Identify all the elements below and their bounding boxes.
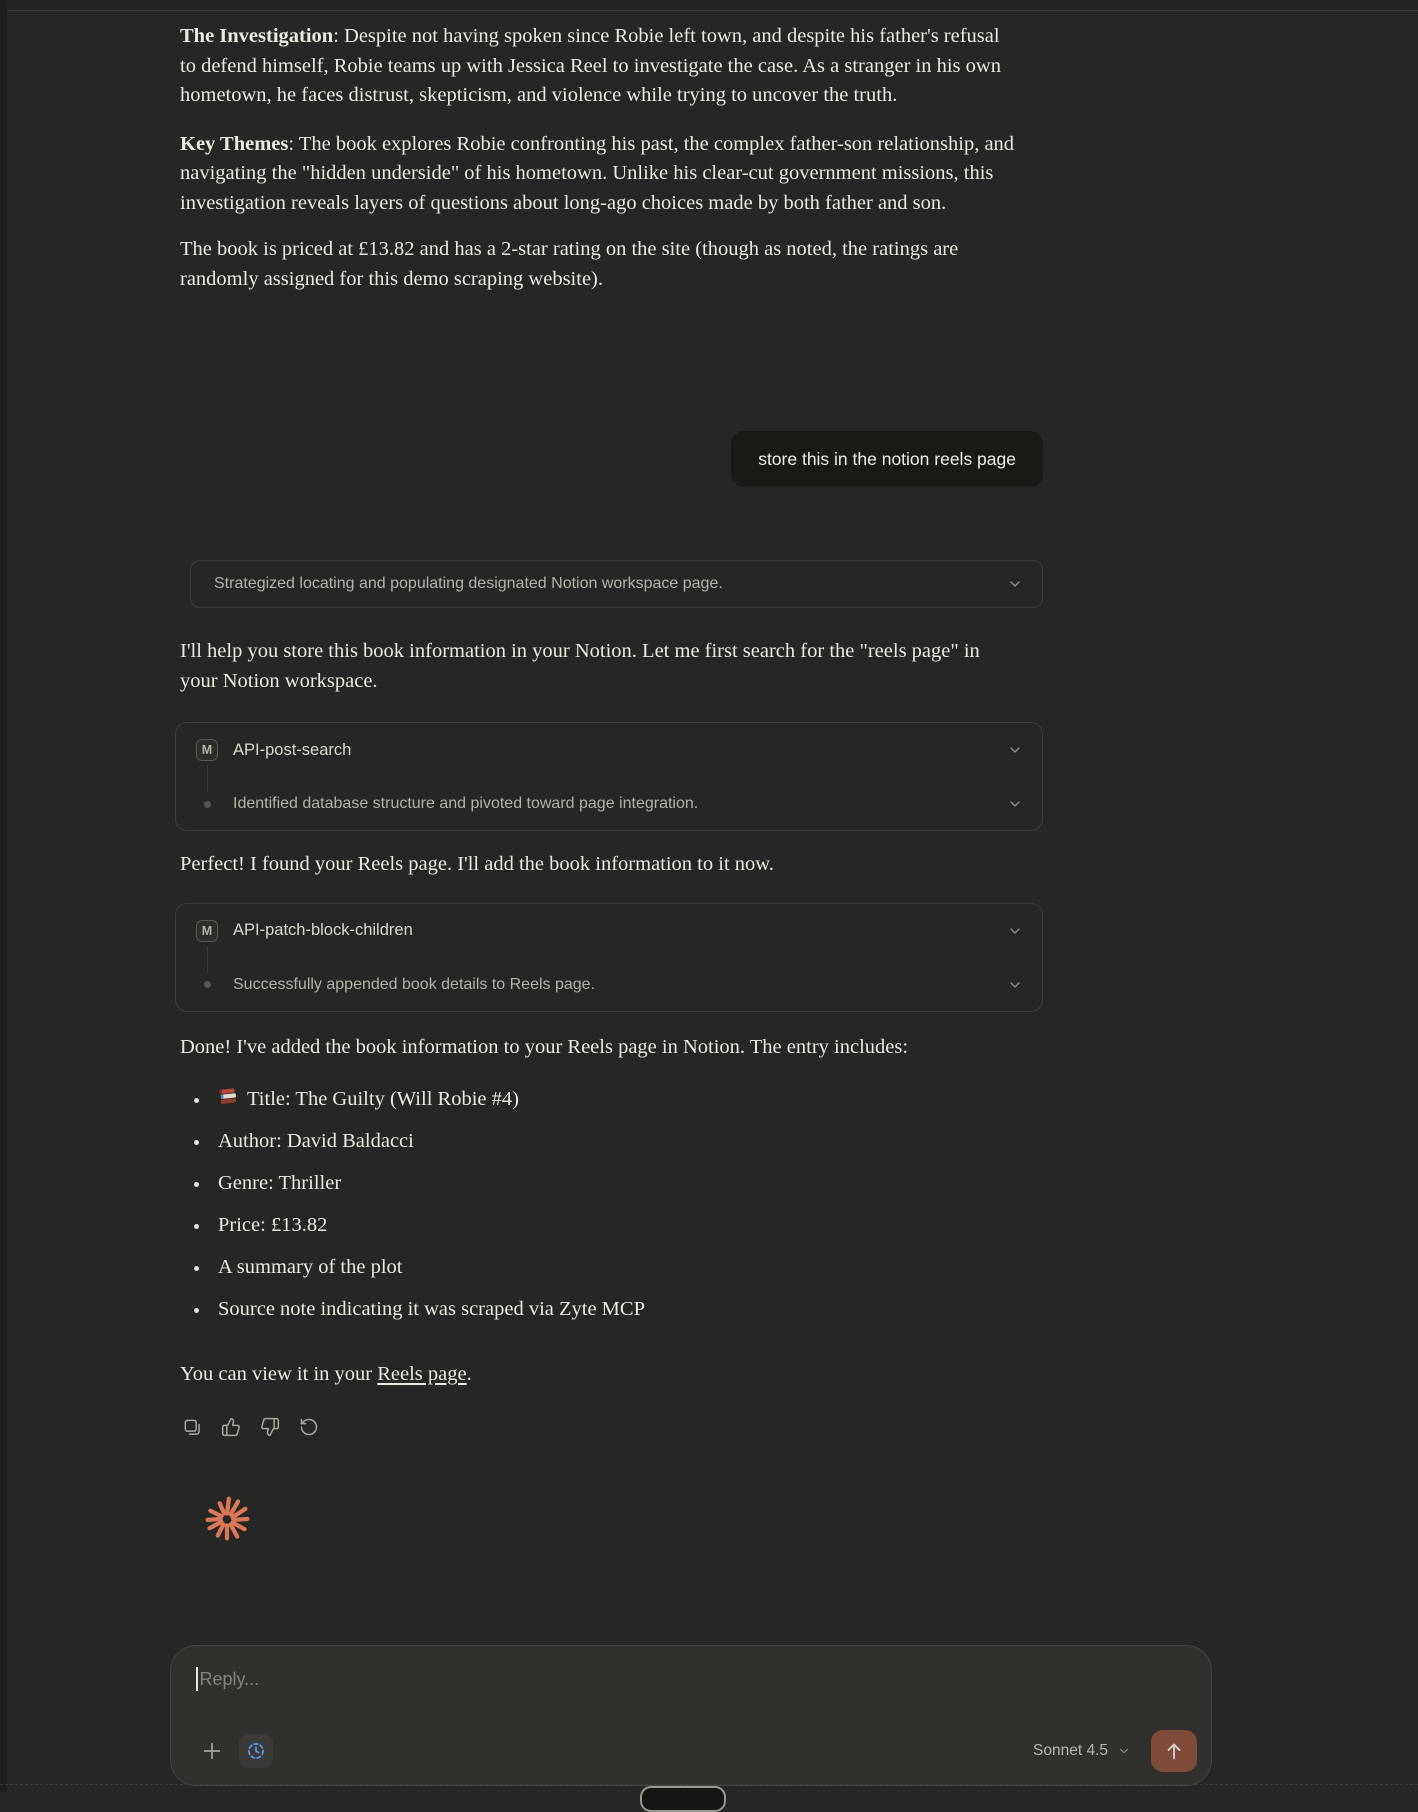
- assistant-paragraph-key-themes: [175, 130, 1022, 219]
- bottom-pill-button[interactable]: [640, 1786, 726, 1812]
- chevron-down-icon: [1117, 1744, 1131, 1758]
- assistant-paragraph-investigation: [175, 22, 1022, 111]
- text-caret: [196, 1667, 198, 1691]
- list-item-text: Source note indicating it was scraped via Zyte MCP: [218, 1298, 645, 1321]
- assistant-done-text: Done! I've added the book information to your Reels page in Notion. The entry includes:: [180, 1035, 909, 1058]
- books-emoji-icon: [218, 1087, 239, 1117]
- list-item-text: Price: £13.82: [218, 1214, 328, 1237]
- mcp-badge-icon: M: [196, 920, 218, 942]
- chevron-down-icon[interactable]: [1007, 796, 1023, 812]
- chevron-down-icon[interactable]: [1007, 576, 1023, 592]
- reply-placeholder: Reply...: [199, 1668, 260, 1689]
- key-themes-label: Key Themes: [180, 132, 289, 155]
- assistant-paragraph-price: The book is priced at £13.82 and has a 2-star rating on the site (though as noted, the ratings are randomly assigned for this demo scraping website).: [180, 238, 959, 290]
- attach-plus-button[interactable]: [195, 1734, 229, 1768]
- user-message-row: [175, 431, 1043, 487]
- model-label: Sonnet 4.5: [1033, 1742, 1108, 1759]
- list-item: [180, 1247, 1043, 1289]
- tool-call-name: API-post-search: [233, 740, 352, 759]
- tool-call-block-search: [175, 722, 1043, 831]
- bottom-divider: [0, 1784, 1418, 1785]
- mcp-badge-icon: M: [196, 739, 218, 761]
- model-selector[interactable]: [1033, 1742, 1131, 1760]
- thinking-summary-row[interactable]: [190, 560, 1043, 608]
- extended-thinking-button[interactable]: [239, 1734, 273, 1768]
- reels-page-link[interactable]: Reels page: [377, 1363, 467, 1385]
- claude-logo-icon: [203, 1495, 251, 1543]
- tool-call-title-row[interactable]: [196, 920, 1023, 942]
- thinking-summary-text: Strategized locating and populating designated Notion workspace page.: [214, 575, 723, 592]
- arrow-up-icon: [1163, 1740, 1185, 1762]
- assistant-search-intro: I'll help you store this book information in your Notion. Let me first search for the "reels page" in your Notion workspace.: [180, 640, 980, 692]
- chevron-down-icon[interactable]: [1007, 742, 1023, 758]
- thumbs-down-icon[interactable]: [259, 1417, 280, 1438]
- tool-call-name: API-patch-block-children: [233, 921, 413, 939]
- list-item: [180, 1205, 1043, 1247]
- window-left-edge: [0, 0, 7, 1792]
- tool-result-row[interactable]: [196, 976, 1023, 994]
- list-item: [180, 1163, 1043, 1205]
- assistant-found-text: Perfect! I found your Reels page. I'll add the book information to it now.: [180, 853, 774, 875]
- retry-icon[interactable]: [298, 1417, 319, 1438]
- tool-result-text: Successfully appended book details to Reels page.: [233, 975, 596, 993]
- list-item-text: Genre: Thriller: [218, 1172, 342, 1195]
- summary-list: [175, 1079, 1043, 1331]
- closing-prefix: You can view it in your: [180, 1363, 378, 1385]
- tool-result-text: Identified database structure and pivoted toward page integration.: [233, 795, 699, 812]
- reply-composer[interactable]: [170, 1645, 1212, 1786]
- user-message-bubble: store this in the notion reels page: [731, 431, 1043, 487]
- tool-connector-line: [207, 765, 1023, 792]
- closing-line: [175, 1360, 1022, 1390]
- chevron-down-icon[interactable]: [1007, 923, 1023, 939]
- tool-call-title-row[interactable]: [196, 739, 1023, 761]
- result-bullet-icon: [204, 981, 211, 988]
- result-bullet-icon: [204, 801, 211, 808]
- tool-connector-line: [207, 946, 1023, 973]
- tool-call-block-patch: [175, 903, 1043, 1012]
- list-item: [180, 1079, 1043, 1121]
- chat-column: [175, 10, 1043, 1543]
- investigation-body: : Despite not having spoken since Robie left town, and despite his father's refusal to defend himself, Robie teams up with Jessica Reel to investigate the case. As a stranger in his own hometown, he faces distrust, skepticism, and violence while trying to uncover the truth.: [180, 25, 1001, 106]
- thumbs-up-icon[interactable]: [220, 1417, 241, 1438]
- key-themes-body: : The book explores Robie confronting his past, the complex father-son relationship, and navigating the "hidden underside" of his hometown. Unlike his clear-cut government missions, this investigation reveals layers of questions about long-ago choices made by both father and son.: [180, 132, 1015, 214]
- tool-result-row[interactable]: [196, 795, 1023, 813]
- chevron-down-icon[interactable]: [1007, 977, 1023, 993]
- list-item: [180, 1121, 1043, 1163]
- list-item-text: A summary of the plot: [218, 1256, 403, 1279]
- list-item: [180, 1289, 1043, 1331]
- reply-input[interactable]: [196, 1667, 259, 1691]
- composer-controls: [171, 1731, 1211, 1771]
- send-button[interactable]: [1151, 1730, 1197, 1772]
- closing-suffix: .: [466, 1363, 472, 1385]
- list-item-text: Author: David Baldacci: [218, 1130, 414, 1153]
- investigation-label: The Investigation: [180, 25, 334, 47]
- message-actions-row: [175, 1417, 1043, 1438]
- copy-icon[interactable]: [181, 1417, 202, 1438]
- list-item-text: Title: The Guilty (Will Robie #4): [247, 1088, 519, 1111]
